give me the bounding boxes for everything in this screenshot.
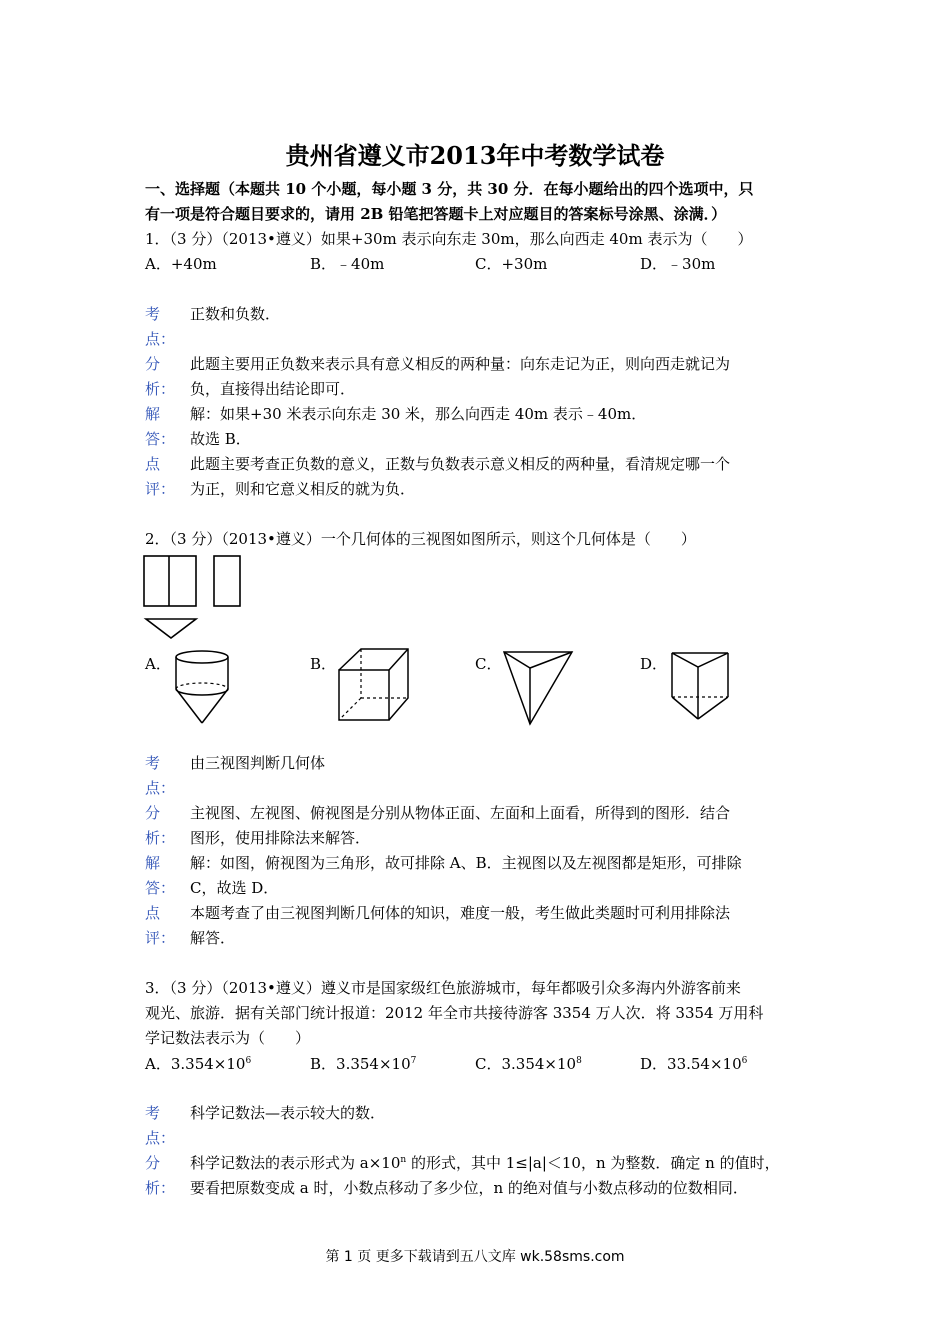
q2-label-kao: 考 [145,754,161,772]
option-b-cube [334,644,414,726]
q2-option-a: A． [145,655,171,673]
q1-option-c: C．+30m [475,255,548,273]
q2-dianping-line2: 解答． [190,929,236,947]
section-heading-line2: 有一项是符合题目要求的，请用 2B 铅笔把答题卡上对应题目的答案标号涂黑、涂满．） [145,205,727,223]
q1-option-b: B．﹣40m [310,255,385,273]
q3-fenxi-line1: 科学记数法的表示形式为 $a\times 10^n$ 的形式，其中 1≤|a|＜10，n 为整数．确定 n 的值时， [190,1154,780,1172]
q2-label-dian: 点： [145,779,176,797]
q3-stem-line3: 学记数法表示为（ ） [145,1029,311,1047]
q2-label-ping: 评： [145,929,176,947]
q2-fenxi-line1: 主视图、左视图、俯视图是分别从物体正面、左面和上面看，所得到的图形．结合 [190,804,731,822]
q1-kaodian: 正数和负数． [190,305,281,323]
q3-option-a: A．$3.354\times 10^6$ [145,1055,252,1073]
q1-option-d: D．﹣30m [640,255,716,273]
q2-stem: 2．（3 分）（2013•遵义）一个几何体的三视图如图所示，则这个几何体是（ ） [145,530,696,548]
q1-label-dian2: 点 [145,455,161,473]
q2-option-c: C． [475,655,502,673]
page-title: 贵州省遵义市2013年中考数学试卷 [285,141,665,170]
q1-label-ping: 评： [145,480,176,498]
q2-dianping-line1: 本题考查了由三视图判断几何体的知识，难度一般，考生做此类题时可利用排除法 [190,904,731,922]
q1-label-kao: 考 [145,305,161,323]
front-view-rect [144,556,196,606]
q2-fenxi-line2: 图形，使用排除法来解答． [190,829,371,847]
top-view-triangle [146,619,196,638]
q1-fenxi-line1: 此题主要用正负数来表示具有意义相反的两种量：向东走记为正，则向西走就记为 [190,355,731,373]
q3-stem-line1: 3．（3 分）（2013•遵义）遵义市是国家级红色旅游城市，每年都吸引众多海内外游客前来 [145,979,741,997]
q3-label-dian: 点： [145,1129,176,1147]
q3-fenxi-line2: 要看把原数变成 a 时，小数点移动了多少位，n 的绝对值与小数点移动的位数相同． [190,1179,748,1197]
q3-option-b: B．$3.354\times 10^7$ [310,1055,417,1073]
page-footer: 第 1 页 更多下载请到五八文库 wk.58sms.com [325,1249,625,1265]
q1-label-xi: 析： [145,380,176,398]
q1-dianping-line2: 为正，则和它意义相反的就为负． [190,480,416,498]
q3-stem-line2: 观光、旅游．据有关部门统计报道：2012 年全市共接待游客 3354 万人次．将 3354 万用科 [145,1004,764,1022]
q2-label-fen: 分 [145,804,161,822]
q2-jieda-line1: 解：如图，俯视图为三角形，故可排除 A、B．主视图以及左视图都是矩形，可排除 [190,854,742,872]
section-heading-line1: 一、选择题（本题共 10 个小题，每小题 3 分，共 30 分．在每小题给出的四个选项中，只 [145,180,754,198]
q1-label-jie: 解 [145,405,161,423]
q2-option-b: B． [310,655,337,673]
q1-jieda-line2: 故选 B． [190,430,251,448]
q2-label-jie: 解 [145,854,161,872]
three-view-figure [140,552,250,644]
q1-jieda-line1: 解：如果+30 米表示向东走 30 米，那么向西走 40m 表示﹣40m． [190,405,647,423]
q1-label-dian: 点： [145,330,176,348]
q3-label-fen: 分 [145,1154,161,1172]
q1-stem: 1．（3 分）（2013•遵义）如果+30m 表示向东走 30m，那么向西走 40m 表示为（ ） [145,230,753,248]
q2-label-xi: 析： [145,829,176,847]
option-d-prism [666,647,734,725]
option-c-pyramid [500,648,576,730]
q1-option-a: A．+40m [145,255,217,273]
q2-label-dian2: 点 [145,904,161,922]
q1-dianping-line1: 此题主要考查正负数的意义，正数与负数表示意义相反的两种量，看清规定哪一个 [190,455,731,473]
q2-label-da: 答： [145,879,176,897]
q1-fenxi-line2: 负，直接得出结论即可． [190,380,356,398]
option-a-cylinder-cone [170,647,234,729]
q3-option-c: C．$3.354\times 10^8$ [475,1055,582,1073]
q1-label-da: 答： [145,430,176,448]
side-view-rect [214,556,240,606]
q3-label-xi: 析： [145,1179,176,1197]
q3-option-d: D．$33.54\times 10^6$ [640,1055,748,1073]
q2-kaodian: 由三视图判断几何体 [190,754,326,772]
q3-label-kao: 考 [145,1104,161,1122]
q2-option-d: D． [640,655,668,673]
q2-jieda-line2: C，故选 D． [190,879,279,897]
q3-kaodian: 科学记数法—表示较大的数． [190,1104,386,1122]
q1-label-fen: 分 [145,355,161,373]
